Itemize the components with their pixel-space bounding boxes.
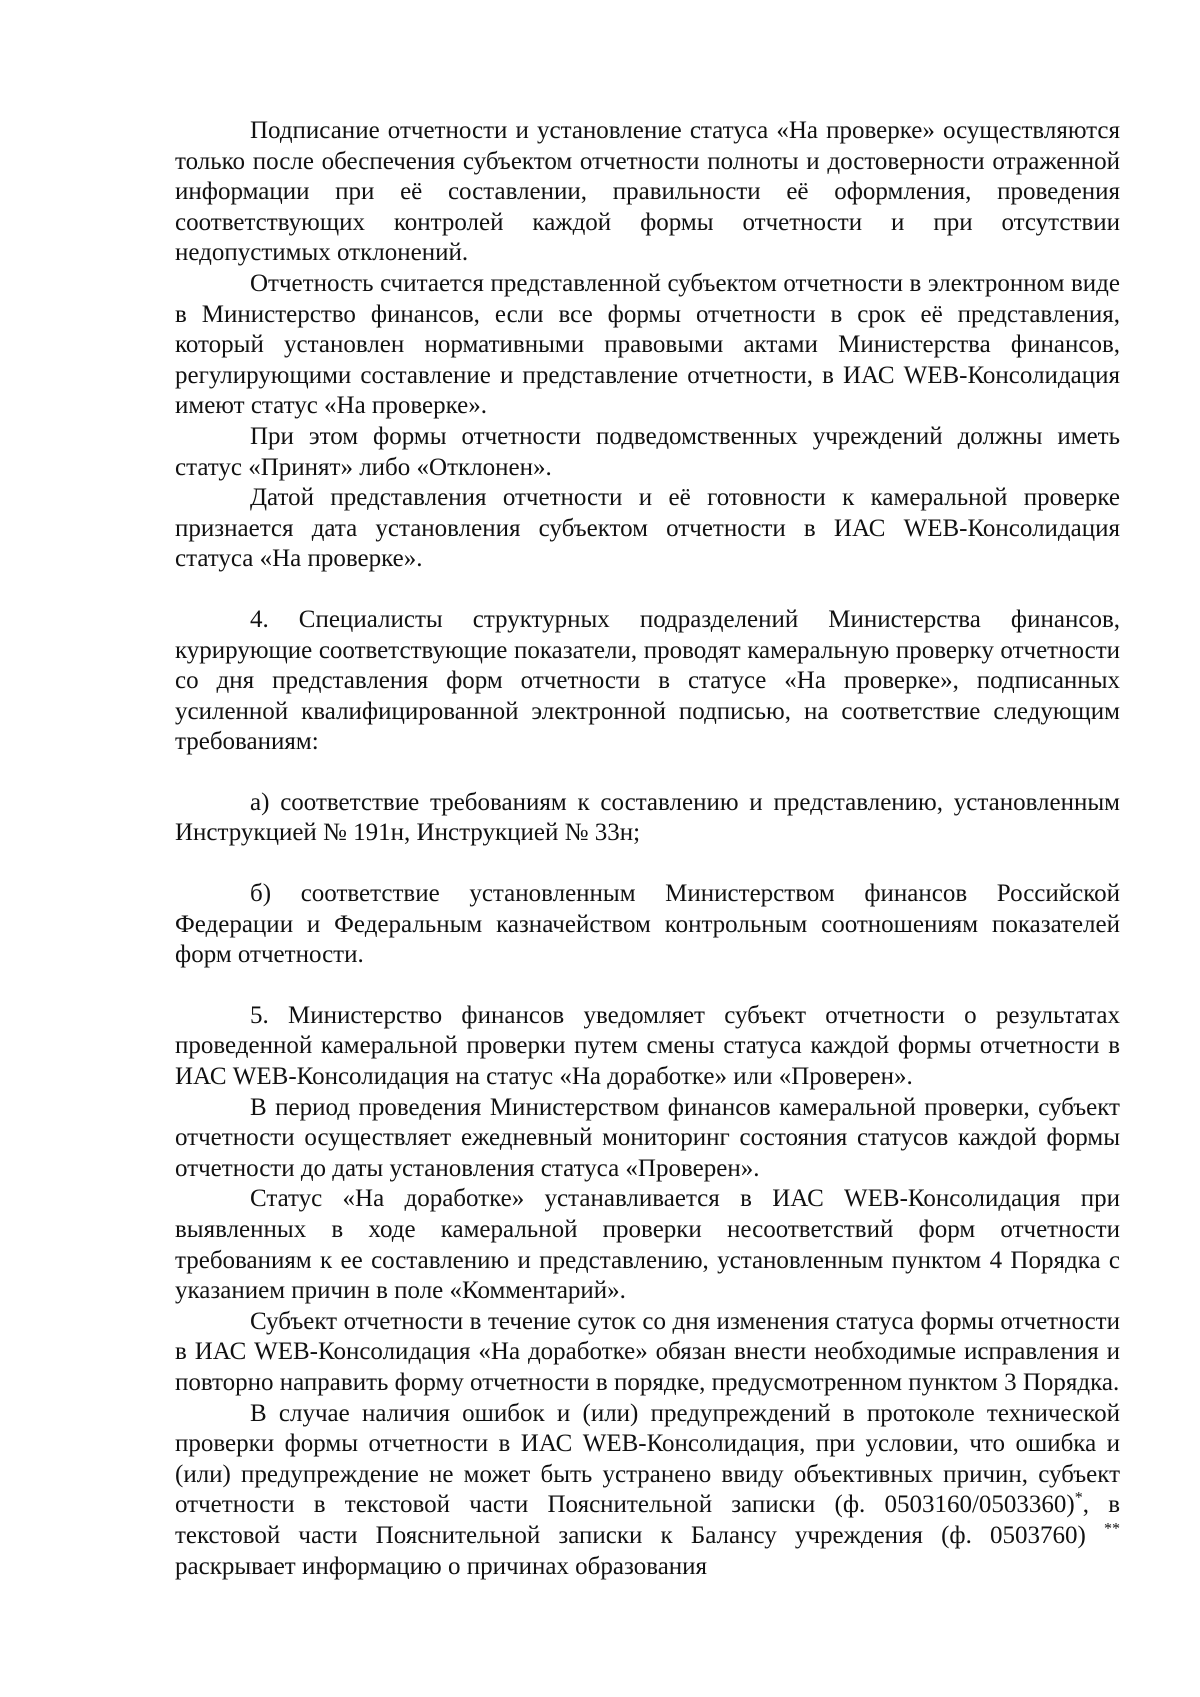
spacer [175,849,1120,879]
errors-text-part3: раскрывает информацию о причинах образования [175,1552,708,1580]
footnote-mark-2: ** [1104,1520,1120,1538]
paragraph-submission-date: Датой представления отчетности и её готовности к камеральной проверке признается дата установления субъектом отчетности в ИАС WEB-Консолидация статуса «На проверке». [175,484,1120,573]
paragraph-submission: Отчетность считается представленной субъектом отчетности в электронном виде в Министерство финансов, если все формы отчетности в срок её представления, который установлен нормативными правовыми актами Министерства финансов, регулирующими составление и представление отчетности, в ИАС WEB-Консолидация имеют статус «На проверке». [175,269,1120,420]
paragraph-rework-status: Статус «На доработке» устанавливается в ИАС WEB-Консолидация при выявленных в ходе камеральной проверки несоответствий форм отчетности требованиям к ее составлению и представлению, установленным пунктом 4 Порядка с указанием причин в поле «Комментарий». [175,1185,1120,1305]
footnote-mark-1: * [1074,1490,1083,1508]
spacer [175,575,1120,605]
paragraph-item-5: 5. Министерство финансов уведомляет субъект отчетности о результатах проведенной камеральной проверки путем смены статуса каждой формы отчетности в ИАС WEB-Консолидация на статус «На доработке» или «Проверен». [175,1001,1120,1091]
spacer [175,971,1120,1001]
paragraph-item-4: 4. Специалисты структурных подразделений Министерства финансов, курирующие соответствующие показатели, проводят камеральную проверку отчетности со дня представления форм отчетности в статусе «На проверке», подписанных усиленной квалифицированной электронной подписью, на соответствие следующим требованиям: [175,605,1120,756]
errors-text-part1: В случае наличия ошибок и (или) предупреждений в протоколе технической проверки формы отчетности в ИАС WEB-Консолидация, при условии, что ошибка и (или) предупреждение не может быть устранено ввиду объективных причин, субъект отчетности в текстовой части Пояснительной записки (ф. 0503160/0503360) [175,1399,1120,1519]
paragraph-corrections: Субъект отчетности в течение суток со дня изменения статуса формы отчетности в ИАС WEB-Консолидация «На доработке» обязан внести необходимые исправления и повторно направить форму отчетности в порядке, предусмотренном пунктом 3 Порядка. [175,1307,1120,1396]
paragraph-errors-warnings [175,1399,1120,1583]
paragraph-monitoring: В период проведения Министерством финансов камеральной проверки, субъект отчетности осуществляет ежедневный мониторинг состояния статусов каждой формы отчетности до даты установления статуса «Проверен». [175,1093,1120,1182]
paragraph-signing: Подписание отчетности и установление статуса «На проверке» осуществляются только после обеспечения субъектом отчетности полноты и достоверности отраженной информации при её составлении, правильности её оформления, проведения соответствующих контролей каждой формы отчетности и при отсутствии недопустимых отклонений. [175,117,1120,267]
spacer [175,758,1120,788]
document-body [175,116,1120,1582]
paragraph-subordinate-status: При этом формы отчетности подведомственных учреждений должны иметь статус «Принят» либо «Отклонен». [175,422,1120,481]
paragraph-subitem-b: б) соответствие установленным Министерством финансов Российской Федерации и Федеральным казначейством контрольным соотношениям показателей форм отчетности. [175,880,1120,969]
paragraph-subitem-a: а) соответствие требованиям к составлению и представлению, установленным Инструкцией № 191н, Инструкцией № 33н; [175,788,1120,847]
errors-text-part2: , в текстовой части Пояснительной записки к Балансу учреждения (ф. 0503760) [175,1491,1120,1549]
